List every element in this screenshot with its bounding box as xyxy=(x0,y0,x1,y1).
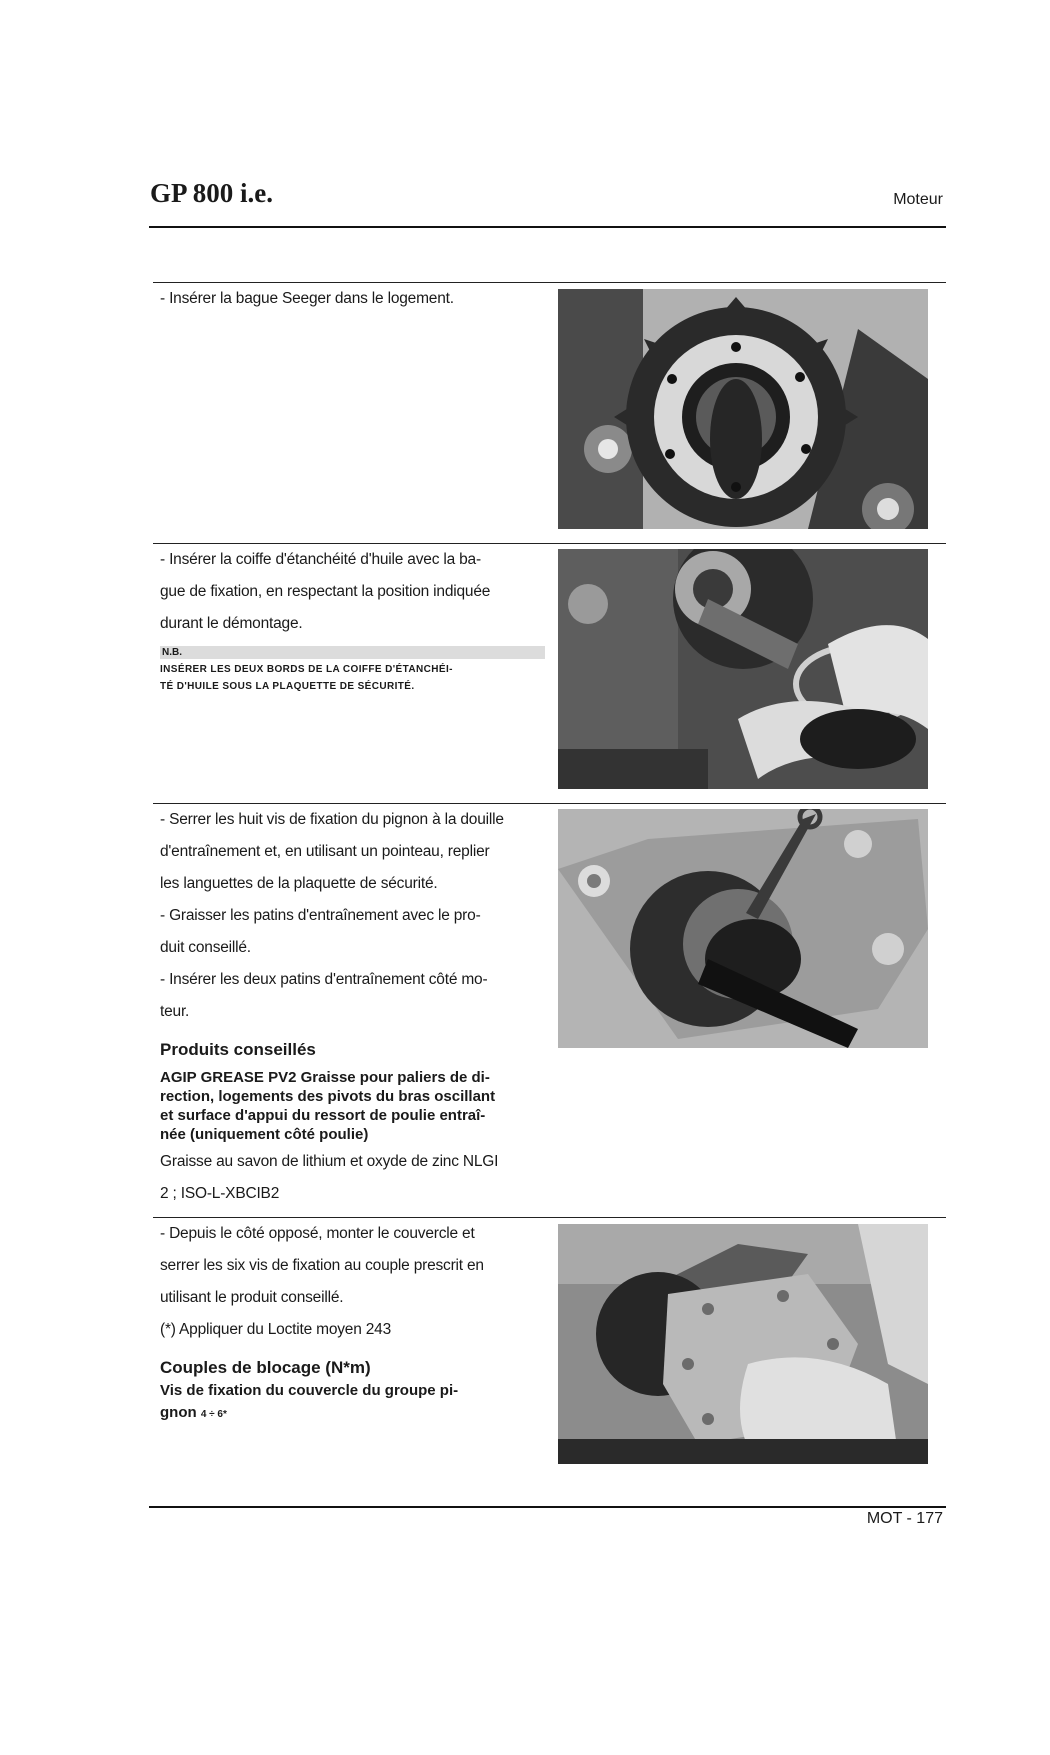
page-number: MOT - 177 xyxy=(866,1510,943,1527)
torque-heading: Couples de blocage (N*m) xyxy=(160,1358,371,1377)
step-2-text xyxy=(160,544,545,693)
step-line: (*) Appliquer du Loctite moyen 243 xyxy=(160,1321,392,1338)
product-name-line: AGIP GREASE PV2 Graisse pour paliers de di- xyxy=(160,1069,490,1086)
step-line: - Insérer les deux patins d'entraînement côté mo- xyxy=(160,971,488,988)
oil-seal-insertion-icon xyxy=(558,549,928,789)
header-divider xyxy=(149,226,946,228)
note-label: N.B. xyxy=(160,646,545,659)
step-line: - Insérer la coiffe d'étanchéité d'huile avec la ba- xyxy=(160,551,481,568)
step-line: utilisant le produit conseillé. xyxy=(160,1289,344,1306)
product-name xyxy=(160,1068,545,1144)
step-line: durant le démontage. xyxy=(160,615,303,632)
cover-fitting-photo xyxy=(558,1224,928,1464)
step-line: serrer les six vis de fixation au couple prescrit en xyxy=(160,1257,484,1274)
product-name-line: née (uniquement côté poulie) xyxy=(160,1126,369,1143)
step-line: duit conseillé. xyxy=(160,939,251,956)
product-desc-line: 2 ; ISO-L-XBCIB2 xyxy=(160,1185,280,1202)
torque-name-line-end: gnon xyxy=(160,1404,197,1421)
note-line: TÉ D'HUILE SOUS LA PLAQUETTE DE SÉCURITÉ. xyxy=(160,681,415,692)
oil-seal-insertion-photo xyxy=(558,549,928,789)
step-line: - Depuis le côté opposé, monter le couvercle et xyxy=(160,1225,475,1242)
step-4-text xyxy=(160,1218,545,1426)
step-line: gue de fixation, en respectant la position indiquée xyxy=(160,583,491,600)
step-1-text xyxy=(160,283,545,315)
sprocket-wrench-photo xyxy=(558,809,928,1048)
section-name: Moteur xyxy=(893,191,943,208)
torque-value: 4 ÷ 6* xyxy=(200,1409,227,1420)
step-line: d'entraînement et, en utilisant un pointeau, replier xyxy=(160,843,490,860)
sprocket-seeger-ring-icon xyxy=(558,289,928,529)
step-line: teur. xyxy=(160,1003,190,1020)
footer-divider xyxy=(149,1506,946,1508)
torque-name-line: Vis de fixation du couvercle du groupe pi- xyxy=(160,1382,459,1399)
step-line: - Graisser les patins d'entraînement avec le pro- xyxy=(160,907,481,924)
document-title: GP 800 i.e. xyxy=(150,178,273,208)
step-3-text xyxy=(160,804,545,1210)
step-line: les languettes de la plaquette de sécurité. xyxy=(160,875,438,892)
sprocket-seeger-ring-photo xyxy=(558,289,928,529)
product-name-line: rection, logements des pivots du bras oscillant xyxy=(160,1088,496,1105)
sprocket-wrench-icon xyxy=(558,809,928,1048)
product-desc-line: Graisse au savon de lithium et oxyde de zinc NLGI xyxy=(160,1153,499,1170)
torque-name-line xyxy=(160,1402,545,1426)
product-description xyxy=(160,1146,545,1210)
step-line: - Insérer la bague Seeger dans le logement. xyxy=(160,290,454,307)
product-name-line: et surface d'appui du ressort de poulie entraî- xyxy=(160,1107,486,1124)
note-line: INSÉRER LES DEUX BORDS DE LA COIFFE D'ÉTANCHÉI- xyxy=(160,664,453,675)
torque-name xyxy=(160,1380,545,1426)
products-heading: Produits conseillés xyxy=(160,1040,316,1059)
cover-fitting-icon xyxy=(558,1224,928,1464)
step-line: - Serrer les huit vis de fixation du pignon à la douille xyxy=(160,811,504,828)
